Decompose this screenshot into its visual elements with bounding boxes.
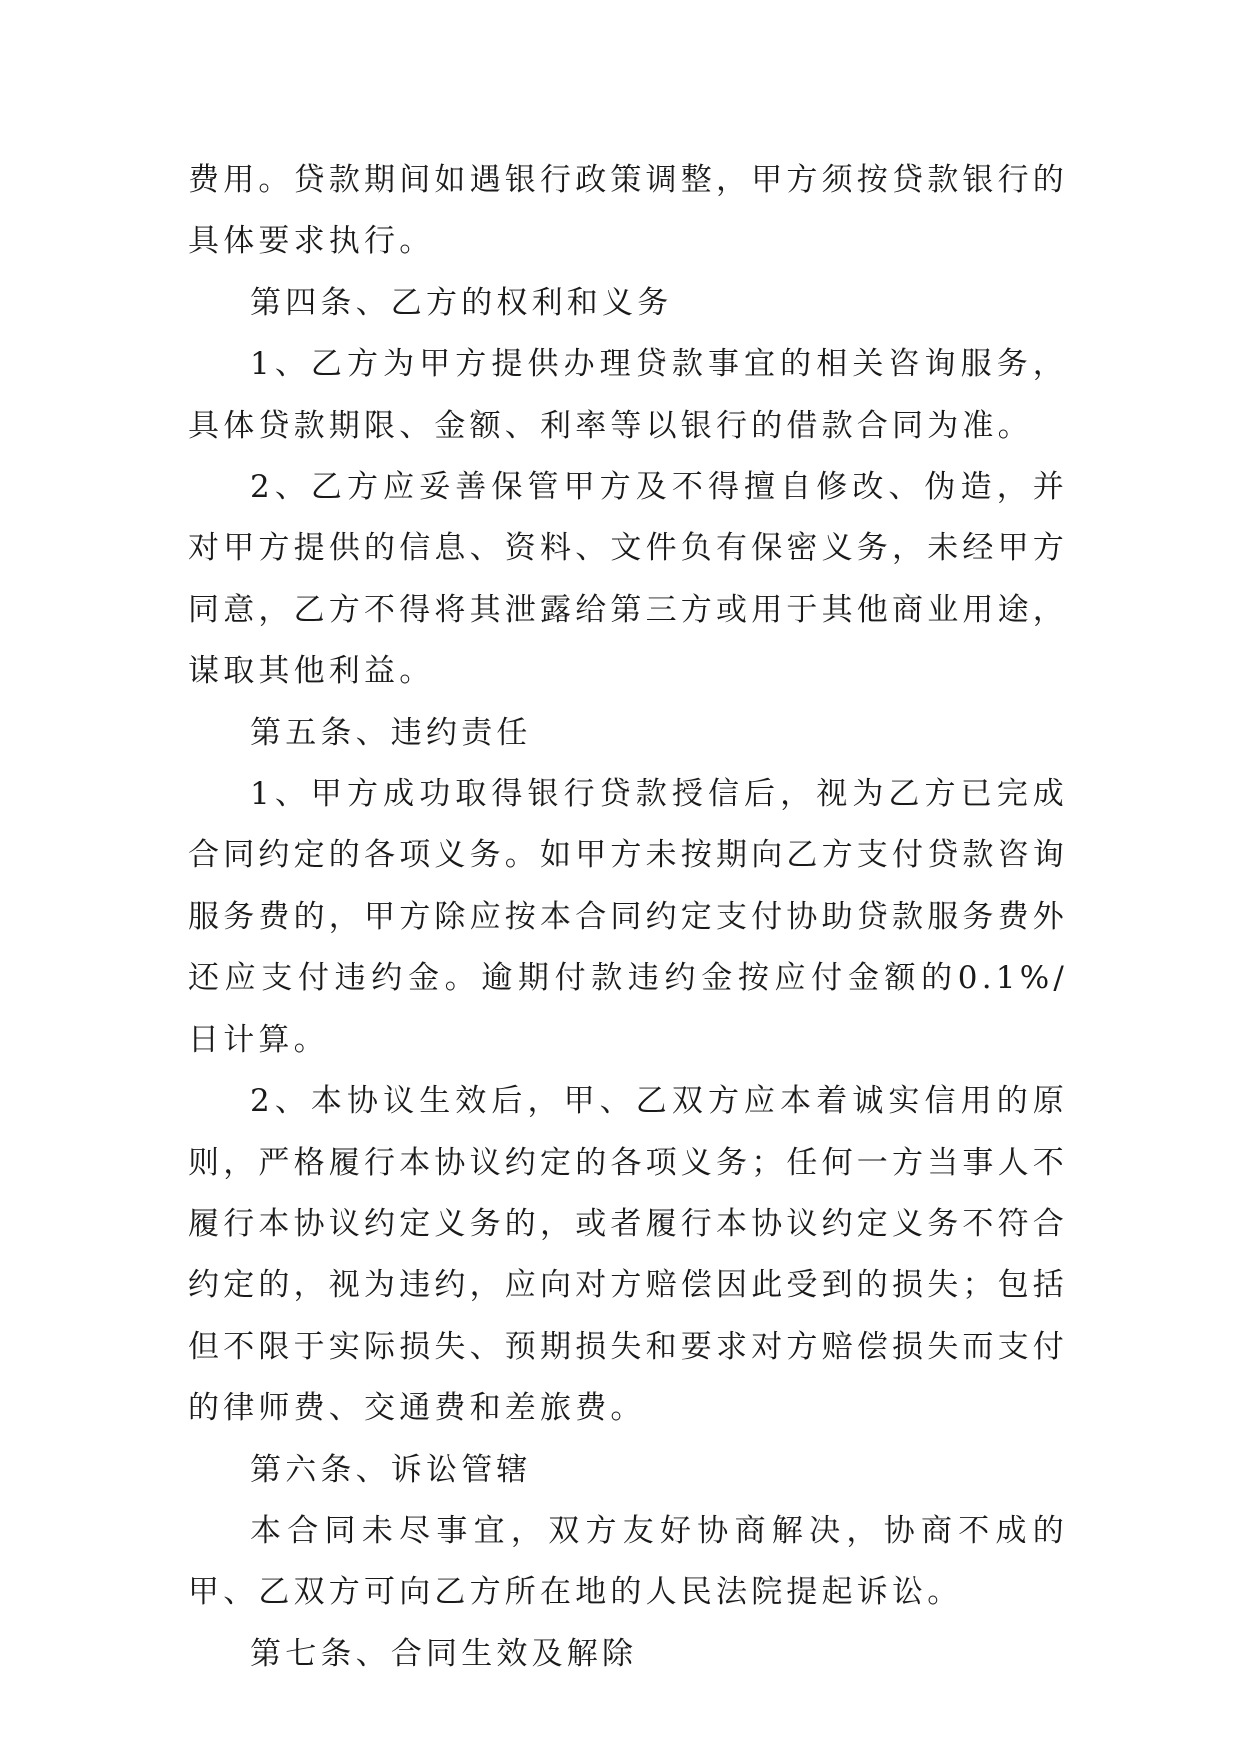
article-4-heading: 第四条、乙方的权利和义务 [250, 284, 673, 321]
article-4-clause-2: 2、乙方应妥善保管甲方及不得擅自修改、伪造，并对甲方提供的信息、资料、文件负有保密义务，未经甲方同意，乙方不得将其泄露给第三方或用于其他商业用途，谋取其他利益。 [188, 469, 1068, 690]
article-4-clause-1: 1、乙方为甲方提供办理贷款事宜的相关咨询服务，具体贷款期限、金额、利率等以银行的借款合同为准。 [188, 346, 1068, 444]
article-5-heading: 第五条、违约责任 [250, 714, 532, 751]
article-7-heading: 第七条、合同生效及解除 [250, 1635, 638, 1672]
paragraph-fee-continuation: 费用。贷款期间如遇银行政策调整，甲方须按贷款银行的具体要求执行。 [188, 162, 1068, 260]
document-body [188, 150, 1068, 1685]
article-6-heading: 第六条、诉讼管辖 [250, 1451, 532, 1488]
article-6-body: 本合同未尽事宜，双方友好协商解决，协商不成的甲、乙双方可向乙方所在地的人民法院提起诉讼。 [188, 1512, 1068, 1611]
article-5-clause-2: 2、本协议生效后，甲、乙双方应本着诚实信用的原则，严格履行本协议约定的各项义务；任何一方当事人不履行本协议约定义务的，或者履行本协议约定义务不符合约定的，视为违约，应向对方赔偿因此受到的损失；包括但不限于实际损失、预期损失和要求对方赔偿损失而支付的律师费、交通费和差旅费。 [188, 1083, 1068, 1427]
article-5-clause-1: 1、甲方成功取得银行贷款授信后，视为乙方已完成合同约定的各项义务。如甲方未按期向乙方支付贷款咨询服务费的，甲方除应按本合同约定支付协助贷款服务费外还应支付违约金。逾期付款违约金按应付金额的0.1%/日计算。 [188, 776, 1068, 1058]
